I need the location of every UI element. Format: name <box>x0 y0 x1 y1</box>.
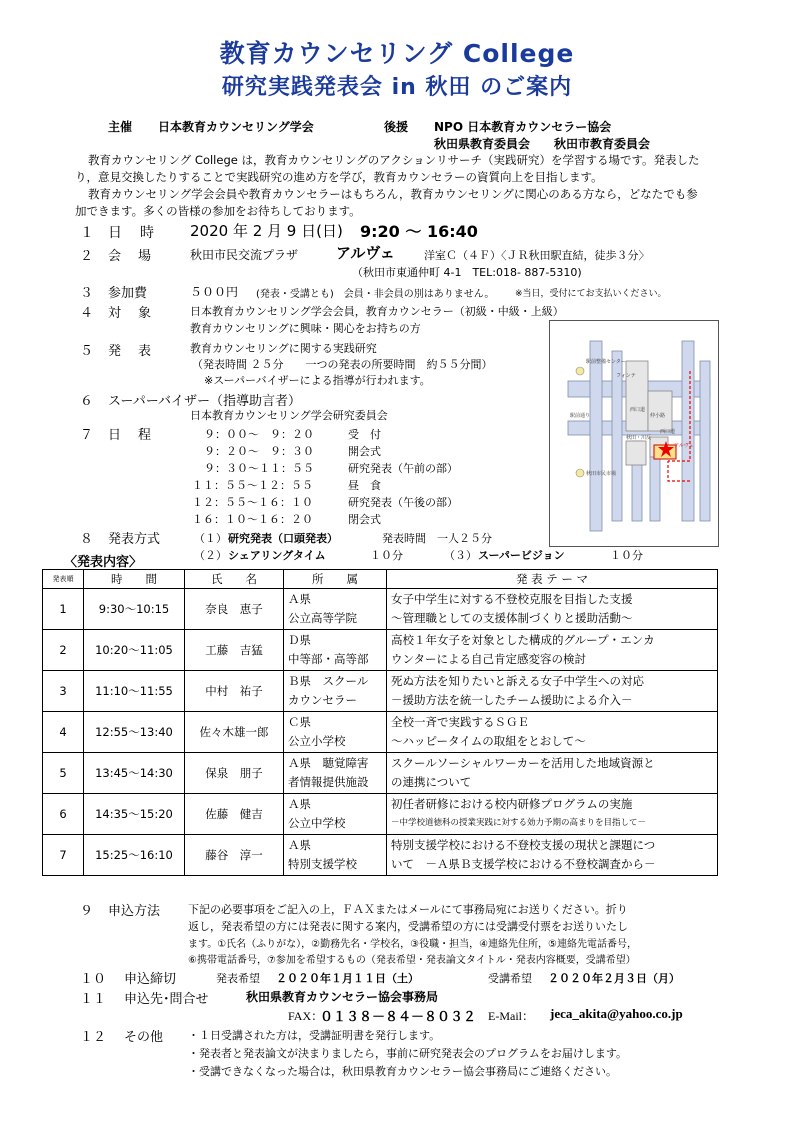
aff-line: Ａ県 聴覚障害 <box>288 756 369 770</box>
table-row <box>43 753 718 794</box>
cell-affiliation <box>284 589 387 630</box>
schedule-event: 昼 食 <box>348 479 381 492</box>
cell-name: 保泉 朋子 <box>185 753 284 794</box>
schedule-time: １１：５５～１２：５５ <box>192 479 313 492</box>
cell-affiliation <box>284 835 387 876</box>
presentation-label: 発 表 <box>108 344 154 359</box>
cell-time: 14:35～15:20 <box>84 794 185 835</box>
table-caption: 〈発表内容〉 <box>64 555 143 570</box>
item-num: ３ <box>80 286 94 301</box>
schedule-time: １６：１０～１６：２０ <box>192 513 313 526</box>
contact-label: 申込先･問合せ <box>124 992 209 1007</box>
method-2-time: １０分 <box>370 549 403 562</box>
aff-line: Ａ県 <box>288 797 311 811</box>
item-num: ６ <box>80 394 94 409</box>
theme-line: 死ぬ方法を知りたいと訴える女子中学生への対応 <box>391 674 644 688</box>
item-num: ２ <box>80 249 94 264</box>
fee-label: 参加費 <box>108 286 148 301</box>
aff-line: 公立高等学院 <box>288 611 357 625</box>
map-label: 駅前整備センター <box>586 359 626 365</box>
cell-no: 4 <box>43 712 84 753</box>
deadline-pres-label: 発表希望 <box>216 972 260 985</box>
cell-time: 12:55～13:40 <box>84 712 185 753</box>
method-1-num: （１） <box>194 532 227 545</box>
table-row <box>43 712 718 753</box>
theme-line: 全校一斉で実践するＳＧＥ <box>391 715 529 729</box>
map-drawing <box>550 321 718 546</box>
schedule-time: ９：００～ ９：２０ <box>204 428 314 441</box>
cell-time: 13:45～14:30 <box>84 753 185 794</box>
schedule-event: 受 付 <box>348 428 381 441</box>
cell-theme <box>387 630 718 671</box>
other-line: ・受講できなくなった場合は，秋田県教育カウンセラー協会事務局にご連絡ください。 <box>188 1065 617 1078</box>
method-3-time: １０分 <box>610 549 643 562</box>
col-header: 発表順 <box>43 570 84 589</box>
host-name: 日本教育カウンセリング学会 <box>158 120 314 134</box>
cell-no: 5 <box>43 753 84 794</box>
cell-no: 2 <box>43 630 84 671</box>
cell-time: 11:10～11:55 <box>84 671 185 712</box>
schedule-time: １２：５５～１６：１０ <box>192 496 313 509</box>
presentation-line1: 教育カウンセリングに関する実践研究 <box>190 342 377 355</box>
cell-name: 佐々木雄一郎 <box>185 712 284 753</box>
supervisor-label: スーパーバイザー（指導助言者） <box>108 394 302 409</box>
email-address: jeca_akita@yahoo.co.jp <box>550 1006 683 1021</box>
venue-label: 会 場 <box>108 249 154 264</box>
aff-line: 中等部・高等部 <box>288 652 369 666</box>
method-1: 研究発表（口頭発表） <box>228 532 338 545</box>
aff-line: カウンセラー <box>288 693 357 707</box>
deadline-attend-label: 受講希望 <box>488 972 532 985</box>
schedule-label: 日 程 <box>108 428 154 443</box>
cell-no: 3 <box>43 671 84 712</box>
map-label: 秋田市民市場 <box>586 471 617 477</box>
col-header: 時 間 <box>84 570 185 589</box>
cell-affiliation <box>284 753 387 794</box>
other-line: ・発表者と発表論文が決まりましたら，事前に研究発表会のプログラムをお届けします。 <box>188 1047 628 1060</box>
map-label: 秋田・川反 <box>626 435 652 441</box>
item-num: ９ <box>80 904 94 919</box>
contact-org: 秋田県教育カウンセラー協会事務局 <box>246 990 439 1004</box>
table-row <box>43 794 718 835</box>
cell-theme <box>387 794 718 835</box>
cell-theme <box>387 671 718 712</box>
method-1-time: 発表時間 一人２５分 <box>382 532 492 545</box>
other-line: ・１日受講された方は，受講証明書を発行します。 <box>188 1029 441 1042</box>
cell-theme <box>387 589 718 630</box>
theme-line: －中学校道徳科の授業実践に対する効力予期の高まりを目指して－ <box>391 818 647 828</box>
intro-line: 教育カウンセリング College は，教育カウンセリングのアクションリサーチ（実践研究）を学習する場です。発表した <box>88 153 700 167</box>
item-num: ４ <box>80 306 94 321</box>
map-label: 仲小路 <box>650 413 666 419</box>
cell-no: 1 <box>43 589 84 630</box>
support-label: 後援 <box>384 120 409 134</box>
schedule-event: 研究発表（午後の部） <box>348 496 458 509</box>
method-label: 発表方式 <box>108 532 161 547</box>
schedule-event: 閉会式 <box>348 513 381 526</box>
col-header: 発 表 テ ー マ <box>387 570 718 589</box>
cell-theme <box>387 835 718 876</box>
apply-line: ⑥携帯電話番号，⑦参加を希望するもの（発表希望・発表論文タイトル・発表内容概要，受講希望） <box>188 955 636 966</box>
map-label: アルヴェ <box>674 443 694 449</box>
item-num: ５ <box>80 344 94 359</box>
aff-line: Ｂ県 スクール <box>288 674 369 688</box>
venue-address: （秋田市東通仲町 4-1 TEL:018- 887-5310) <box>352 266 582 279</box>
deadline-pres-date: ２０２０年１月１１日（土） <box>276 972 419 985</box>
theme-line: スクールソーシャルワーカーを活用した地域資源と <box>391 756 655 770</box>
presentation-line2: （発表時間 ２５分 一つの発表の所要時間 約５５分間） <box>192 358 493 371</box>
aff-line: 者情報提供施設 <box>288 775 369 789</box>
target-line2: 教育カウンセリングに興味・関心をお持ちの方 <box>190 322 421 335</box>
apply-line: ます。①氏名（ふりがな），②勤務先名・学校名，③役職・担当，④連絡先住所，⑤連絡先電話番号， <box>188 939 638 950</box>
host-label: 主催 <box>108 120 133 134</box>
theme-line: －援助方法を統一したチーム援助による介入－ <box>391 693 633 707</box>
table-row <box>43 630 718 671</box>
item-num: ８ <box>80 532 94 547</box>
date-label: 日 時 <box>108 225 156 241</box>
theme-line: 女子中学生に対する不登校克服を目指した支援 <box>391 592 633 606</box>
venue-map <box>549 320 719 547</box>
cell-name: 藤谷 淳一 <box>185 835 284 876</box>
apply-line: 返し，発表希望の方には発表に関する案内，受講希望の方には受講受付票をお送りいたし <box>188 920 628 933</box>
title-line2: 研究実践発表会 in 秋田 のご案内 <box>221 75 573 100</box>
cell-time: 15:25～16:10 <box>84 835 185 876</box>
cell-no: 6 <box>43 794 84 835</box>
presentation-line3: ※スーパーバイザーによる指導が行われます。 <box>204 374 431 387</box>
intro-line: 教育カウンセリング学会会員や教育カウンセラーはもちろん，教育カウンセリングに関心のある方なら，どなたでも参 <box>88 187 698 201</box>
title-line1: 教育カウンセリング College <box>219 39 575 68</box>
map-label: 西口道 <box>660 429 676 435</box>
theme-line: 特別支援学校における不登校支援の現状と課題につ <box>391 838 656 852</box>
item-num: １２ <box>80 1030 107 1045</box>
cell-name: 工藤 吉猛 <box>185 630 284 671</box>
theme-line: ～管理職としての支援体制づくりと援助活動～ <box>391 611 633 625</box>
theme-line: 初任者研修における校内研修プログラムの実施 <box>391 797 633 811</box>
item-num: １１ <box>80 992 107 1007</box>
deadline-attend-date: ２０２０年２月３日（月） <box>548 972 680 985</box>
email-label: E-Mail： <box>488 1009 534 1023</box>
theme-line: ～ハッピータイムの取組をとおして～ <box>391 734 586 748</box>
target-line1: 日本教育カウンセリング学会会員，教育カウンセラー（初級・中級・上級） <box>190 305 564 318</box>
cell-affiliation <box>284 712 387 753</box>
table-row <box>43 589 718 630</box>
method-3: スーパービジョン <box>478 549 565 562</box>
cell-time: 9:30～10:15 <box>84 589 185 630</box>
cell-no: 7 <box>43 835 84 876</box>
venue-name: アルヴェ <box>336 244 395 262</box>
cell-affiliation <box>284 794 387 835</box>
other-label: その他 <box>124 1030 164 1045</box>
aff-line: 公立中学校 <box>288 816 346 830</box>
map-label: フォンテ <box>616 373 636 379</box>
intro-line: 加できます。多くの皆様の参加をお待ちしております。 <box>75 204 361 218</box>
deadline-label: 申込締切 <box>124 972 177 987</box>
cell-theme <box>387 712 718 753</box>
venue-place: 秋田市民交流プラザ <box>190 248 299 262</box>
theme-line: いて －Ａ県Ｂ支援学校における不登校調査から－ <box>391 857 656 871</box>
cell-time: 10:20～11:05 <box>84 630 185 671</box>
schedule-event: 研究発表（午前の部） <box>348 462 458 475</box>
theme-line: の連携について <box>391 775 472 789</box>
method-3-num: （３） <box>444 549 477 562</box>
theme-line: 高校１年女子を対象とした構成的グループ・エンカ <box>391 633 655 647</box>
fee-note: (発表・受講とも) 会員・非会員の別はありません。 <box>256 289 495 300</box>
schedule-event: 開会式 <box>348 445 381 458</box>
cell-name: 佐藤 健吉 <box>185 794 284 835</box>
apply-line: 下記の必要事項をご記入の上，ＦＡＸまたはメールにて事務局宛にお送りください。折り <box>188 903 628 916</box>
aff-line: Ａ県 <box>288 838 311 852</box>
item-num: １０ <box>80 972 107 987</box>
schedule-time: ９：２０～ ９：３０ <box>204 445 314 458</box>
cell-theme <box>387 753 718 794</box>
target-label: 対 象 <box>108 306 154 321</box>
schedule-time: ９：３０～１１：５５ <box>204 462 314 475</box>
aff-line: Ｃ県 <box>288 715 311 729</box>
method-2: シェアリングタイム <box>228 549 326 562</box>
fax-label: FAX： <box>288 1009 324 1023</box>
presentation-table <box>42 569 718 876</box>
theme-line: ウンターによる自己肯定感変容の検討 <box>391 652 587 666</box>
cell-name: 奈良 恵子 <box>185 589 284 630</box>
date-time: 9:20 ～ 16:40 <box>360 222 478 241</box>
intro-line: り，意見交換したりすることで実践研究の進め方を学び，教育カウンセラーの資質向上を目指します。 <box>75 170 603 184</box>
item-num: ７ <box>80 428 94 443</box>
aff-line: Ａ県 <box>288 592 311 606</box>
table-header-row <box>43 570 718 589</box>
cell-affiliation <box>284 630 387 671</box>
method-2-num: （２） <box>194 549 227 562</box>
aff-line: 公立小学校 <box>288 734 346 748</box>
map-label: 西口道 <box>630 407 646 413</box>
supervisor-value: 日本教育カウンセリング学会研究委員会 <box>190 409 388 422</box>
support-1: NPO 日本教育カウンセラー協会 <box>434 120 612 134</box>
table-row <box>43 671 718 712</box>
fee-note2: ※当日，受付にてお支払いください。 <box>515 289 667 299</box>
venue-room: 洋室Ｃ（４Ｆ）〈ＪＲ秋田駅直結，徒歩３分〉 <box>424 249 650 262</box>
col-header: 所 属 <box>284 570 387 589</box>
cell-affiliation <box>284 671 387 712</box>
aff-line: 特別支援学校 <box>288 857 357 871</box>
col-header: 氏 名 <box>185 570 284 589</box>
item-num: １ <box>80 225 94 241</box>
fee-value: ５００円 <box>190 285 239 299</box>
map-label: 駅前通り <box>570 413 591 419</box>
support-2: 秋田県教育委員会 秋田市教育委員会 <box>434 137 651 151</box>
cell-name: 中村 祐子 <box>185 671 284 712</box>
date-value: 2020 年 2 月 9 日(日) <box>190 222 343 240</box>
fax-number: ０１３８－８４－８０３２ <box>320 1010 477 1025</box>
table-row <box>43 835 718 876</box>
aff-line: Ｄ県 <box>288 633 311 647</box>
apply-label: 申込方法 <box>108 904 161 919</box>
